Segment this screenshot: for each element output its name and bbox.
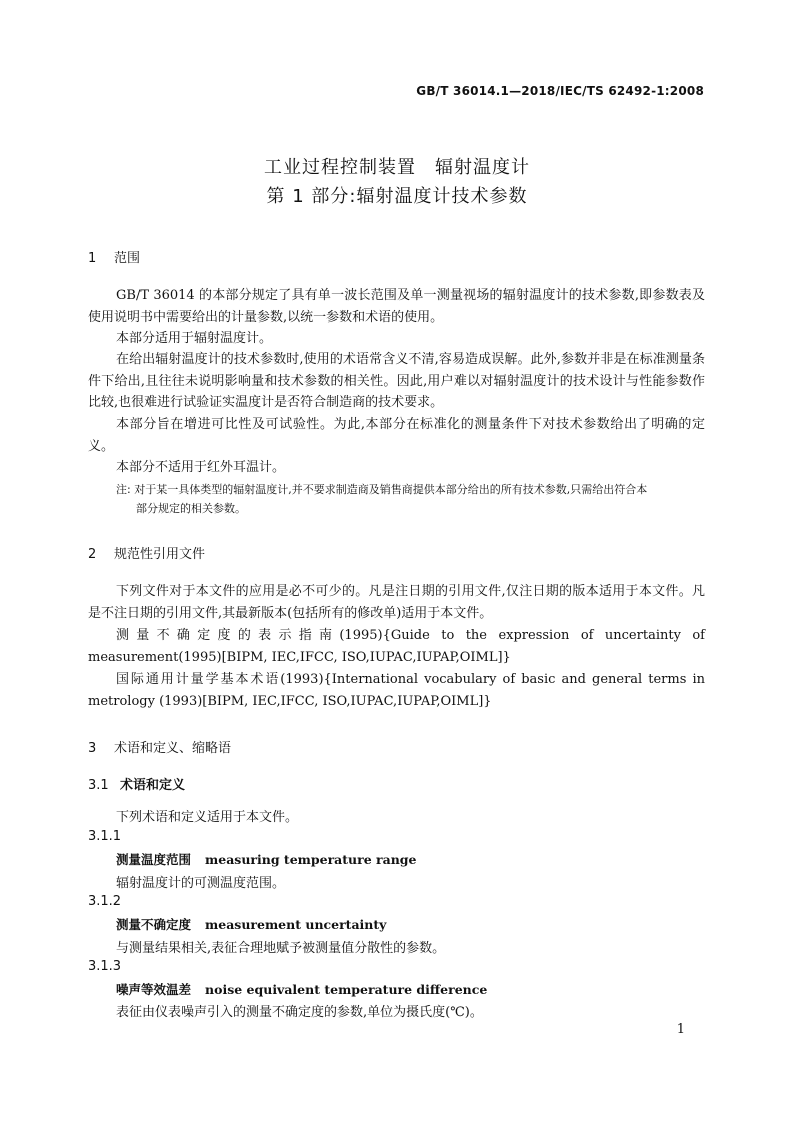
section-number: 1	[88, 251, 97, 266]
paragraph: 本部分旨在增进可比性及可试验性。为此,本部分在标准化的测量条件下对技术参数给出了明确的定义。	[88, 417, 705, 454]
term-entry	[116, 850, 416, 868]
paragraph: 本部分适用于辐射温度计。	[116, 331, 273, 346]
note-text-continued: 部分规定的相关参数。	[136, 502, 246, 515]
note-label: 注:	[116, 483, 131, 496]
term-entry	[116, 980, 487, 998]
reference-entry: 测量不确定度的表示指南(1995){Guide to the expression of uncertainty of measurement(1995)[BIPM, IEC,IFCC, ISO,IUPAC,IUPAP,OIML]}	[88, 628, 705, 665]
section-heading-terms	[88, 737, 231, 756]
note-text: 对于某一具体类型的辐射温度计,并不要求制造商及销售商提供本部分给出的所有技术参数,只需给出符合本	[134, 483, 648, 496]
paragraph: GB/T 36014 的本部分规定了具有单一波长范围及单一测量视场的辐射温度计的技术参数,即参数表及使用说明书中需要给出的计量参数,以统一参数和术语的使用。	[88, 288, 705, 325]
term-zh: 测量不确定度	[116, 917, 192, 932]
subsection-number: 3.1	[88, 778, 109, 793]
section-heading-normative-references	[88, 543, 205, 562]
section-title: 范围	[114, 251, 141, 266]
term-zh: 噪声等效温差	[116, 982, 192, 997]
term-entry	[116, 915, 386, 933]
paragraph: 在给出辐射温度计的技术参数时,使用的术语常含义不清,容易造成误解。此外,参数并非是在标准测量条件下给出,且往往未说明影响量和技术参数的相关性。因此,用户难以对辐射温度计的技术设计与性能参数作比较,也很难进行试验证实温度计是否符合制造商的技术要求。	[88, 352, 705, 410]
page-number: 1	[676, 1022, 685, 1037]
subsection-heading	[88, 774, 185, 793]
term-en: measuring temperature range	[205, 852, 417, 867]
term-definition: 与测量结果相关,表征合理地赋予被测量值分散性的参数。	[116, 941, 446, 956]
section-title: 术语和定义、缩略语	[114, 741, 232, 756]
term-number: 3.1.2	[88, 894, 122, 909]
standard-code: GB/T 36014.1—2018/IEC/TS 62492-1:2008	[416, 84, 704, 98]
subsection-title: 术语和定义	[120, 778, 186, 793]
term-definition: 辐射温度计的可测温度范围。	[116, 876, 286, 891]
paragraph: 下列文件对于本文件的应用是必不可少的。凡是注日期的引用文件,仅注日期的版本适用于本文件。凡是不注日期的引用文件,其最新版本(包括所有的修改单)适用于本文件。	[88, 584, 705, 621]
document-title-line1: 工业过程控制装置 辐射温度计	[264, 157, 530, 178]
paragraph: 下列术语和定义适用于本文件。	[116, 810, 299, 825]
reference-entry: 国际通用计量学基本术语(1993){International vocabulary of basic and general terms in metrology (1993)[BIPM, IEC,IFCC, ISO,IUPAC,IUPAP,OIML]}	[88, 672, 705, 709]
document-title-line2: 第 1 部分:辐射温度计技术参数	[266, 186, 528, 207]
section-heading-scope	[88, 247, 140, 266]
section-number: 2	[88, 547, 97, 562]
term-number: 3.1.3	[88, 959, 122, 974]
term-en: noise equivalent temperature difference	[205, 982, 488, 997]
section-number: 3	[88, 741, 97, 756]
term-zh: 测量温度范围	[116, 852, 192, 867]
term-en: measurement uncertainty	[205, 917, 387, 932]
term-number: 3.1.1	[88, 829, 122, 844]
note	[116, 480, 706, 518]
term-definition: 表征由仪表噪声引入的测量不确定度的参数,单位为摄氏度(℃)。	[116, 1005, 483, 1020]
paragraph: 本部分不适用于红外耳温计。	[116, 460, 286, 475]
section-title: 规范性引用文件	[114, 547, 206, 562]
